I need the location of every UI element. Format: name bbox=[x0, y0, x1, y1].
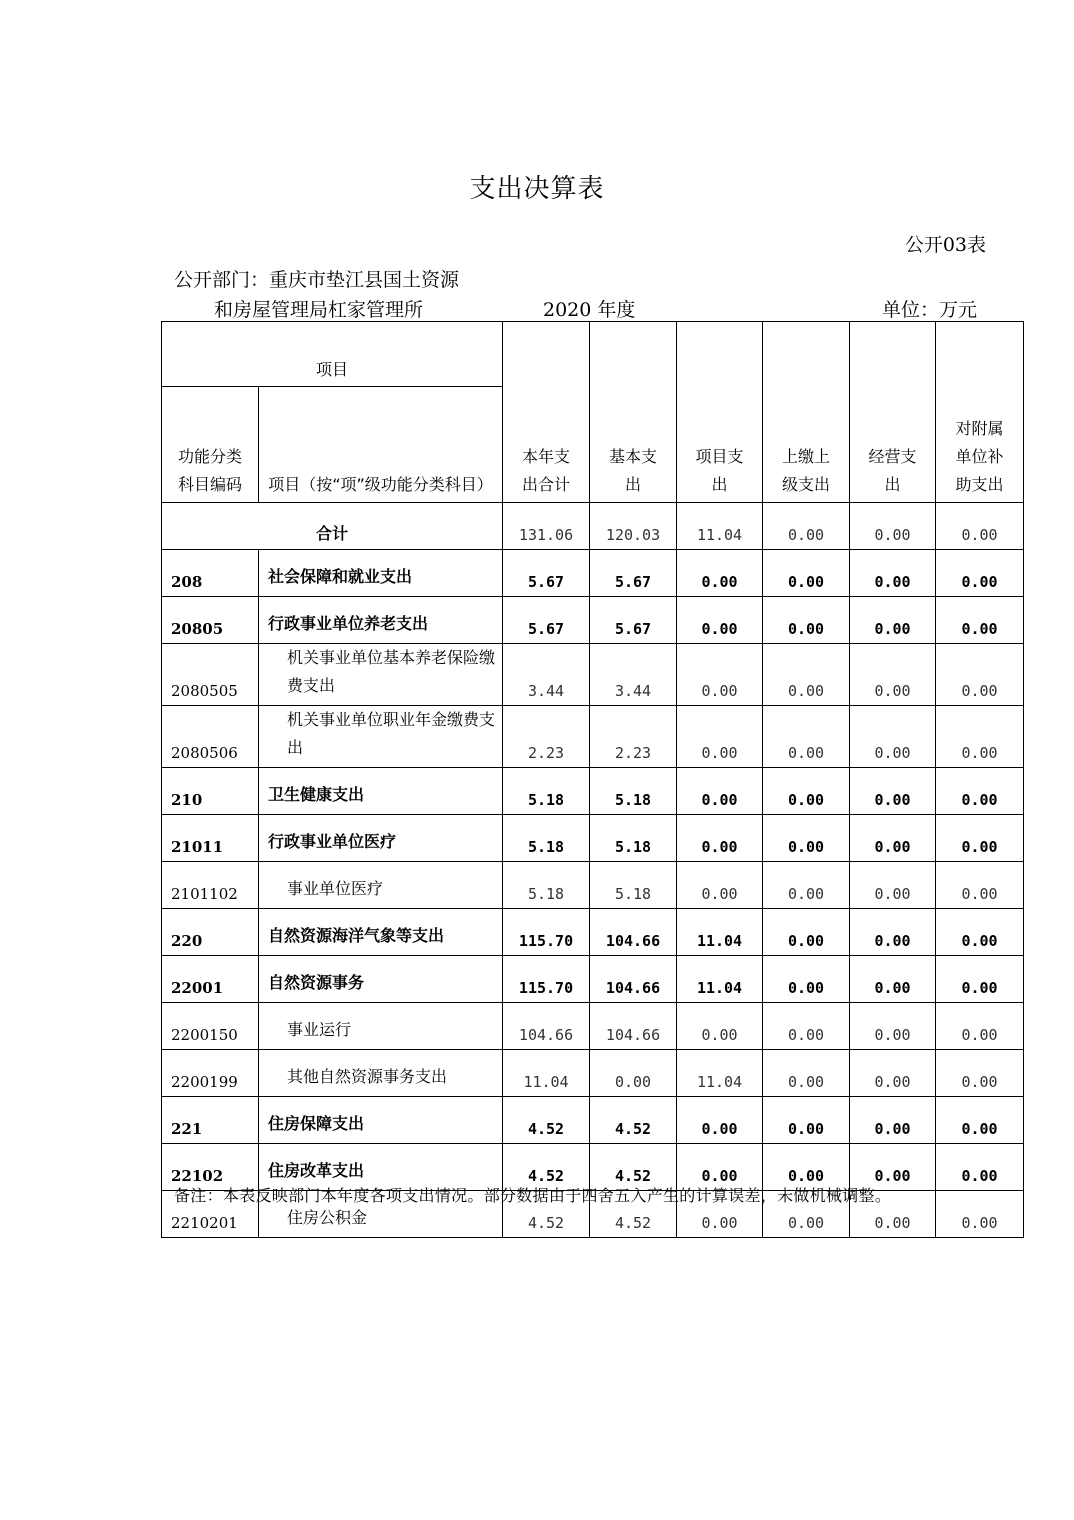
row-value: 0.00 bbox=[850, 768, 936, 815]
row-name: 卫生健康支出 bbox=[259, 768, 503, 815]
row-value: 0.00 bbox=[850, 550, 936, 597]
department-line-2: 和房屋管理局杠家管理所 bbox=[214, 299, 424, 321]
header-subsidy: 对附属单位补助支出 bbox=[936, 322, 1024, 503]
currency-unit: 单位：万元 bbox=[882, 299, 978, 321]
row-value: 0.00 bbox=[936, 1050, 1024, 1097]
total-value: 120.03 bbox=[590, 503, 677, 550]
row-value: 2.23 bbox=[590, 706, 677, 768]
table-row bbox=[162, 768, 1024, 815]
row-value: 0.00 bbox=[850, 909, 936, 956]
row-value: 0.00 bbox=[677, 1003, 763, 1050]
row-value: 0.00 bbox=[677, 1144, 763, 1191]
row-value: 0.00 bbox=[763, 1050, 850, 1097]
row-value: 0.00 bbox=[763, 550, 850, 597]
row-value: 0.00 bbox=[677, 644, 763, 706]
row-value: 5.67 bbox=[503, 550, 590, 597]
row-value: 5.18 bbox=[503, 862, 590, 909]
row-value: 0.00 bbox=[763, 862, 850, 909]
row-value: 0.00 bbox=[850, 597, 936, 644]
header-upper: 上缴上级支出 bbox=[763, 322, 850, 503]
row-value: 0.00 bbox=[936, 909, 1024, 956]
row-value: 5.18 bbox=[590, 768, 677, 815]
total-value: 0.00 bbox=[936, 503, 1024, 550]
header-business: 经营支出 bbox=[850, 322, 936, 503]
row-name: 事业单位医疗 bbox=[259, 862, 503, 909]
table-row bbox=[162, 862, 1024, 909]
header-code: 功能分类科目编码 bbox=[162, 387, 259, 503]
table-row bbox=[162, 1097, 1024, 1144]
row-value: 0.00 bbox=[936, 644, 1024, 706]
row-value: 0.00 bbox=[763, 1097, 850, 1144]
row-value: 0.00 bbox=[763, 644, 850, 706]
row-value: 0.00 bbox=[936, 706, 1024, 768]
header-project: 项目支出 bbox=[677, 322, 763, 503]
row-value: 0.00 bbox=[677, 706, 763, 768]
row-value: 0.00 bbox=[936, 815, 1024, 862]
row-value: 5.67 bbox=[590, 550, 677, 597]
table-row bbox=[162, 1003, 1024, 1050]
row-value: 0.00 bbox=[936, 1144, 1024, 1191]
row-value: 0.00 bbox=[677, 815, 763, 862]
table-row bbox=[162, 597, 1024, 644]
row-value: 0.00 bbox=[763, 956, 850, 1003]
row-code: 208 bbox=[162, 550, 259, 597]
row-code: 2200199 bbox=[162, 1050, 259, 1097]
row-value: 104.66 bbox=[590, 1003, 677, 1050]
row-value: 0.00 bbox=[850, 815, 936, 862]
row-value: 11.04 bbox=[677, 909, 763, 956]
row-value: 0.00 bbox=[850, 862, 936, 909]
row-value: 104.66 bbox=[503, 1003, 590, 1050]
form-number: 公开03表 bbox=[904, 234, 986, 256]
row-value: 11.04 bbox=[677, 956, 763, 1003]
row-name: 自然资源事务 bbox=[259, 956, 503, 1003]
row-code: 220 bbox=[162, 909, 259, 956]
row-code: 2210201 bbox=[162, 1191, 259, 1238]
row-name: 行政事业单位医疗 bbox=[259, 815, 503, 862]
row-value: 5.18 bbox=[503, 815, 590, 862]
row-value: 0.00 bbox=[936, 768, 1024, 815]
row-value: 0.00 bbox=[763, 1003, 850, 1050]
fiscal-year: 2020 年度 bbox=[543, 299, 636, 321]
row-value: 0.00 bbox=[936, 1097, 1024, 1144]
row-value: 5.18 bbox=[590, 815, 677, 862]
row-code: 2080506 bbox=[162, 706, 259, 768]
row-value: 4.52 bbox=[503, 1191, 590, 1238]
table-row bbox=[162, 550, 1024, 597]
header-total: 本年支出合计 bbox=[503, 322, 590, 503]
row-value: 0.00 bbox=[677, 862, 763, 909]
row-value: 0.00 bbox=[677, 550, 763, 597]
total-value: 11.04 bbox=[677, 503, 763, 550]
row-value: 0.00 bbox=[850, 1003, 936, 1050]
row-name: 社会保障和就业支出 bbox=[259, 550, 503, 597]
table-row bbox=[162, 644, 1024, 706]
table-row bbox=[162, 706, 1024, 768]
row-value: 104.66 bbox=[590, 909, 677, 956]
row-value: 0.00 bbox=[850, 1097, 936, 1144]
row-name: 其他自然资源事务支出 bbox=[259, 1050, 503, 1097]
row-value: 0.00 bbox=[677, 1097, 763, 1144]
row-value: 2.23 bbox=[503, 706, 590, 768]
total-label: 合计 bbox=[162, 503, 503, 550]
row-value: 115.70 bbox=[503, 956, 590, 1003]
row-value: 0.00 bbox=[936, 956, 1024, 1003]
row-value: 0.00 bbox=[850, 956, 936, 1003]
row-value: 5.18 bbox=[590, 862, 677, 909]
header-name: 项目（按“项”级功能分类科目） bbox=[259, 387, 503, 503]
row-value: 0.00 bbox=[850, 1144, 936, 1191]
page-title: 支出决算表 bbox=[469, 174, 605, 204]
total-value: 131.06 bbox=[503, 503, 590, 550]
department-line-1: 公开部门：重庆市垫江县国土资源 bbox=[174, 269, 460, 291]
row-value: 11.04 bbox=[677, 1050, 763, 1097]
row-value: 0.00 bbox=[936, 1191, 1024, 1238]
row-name: 机关事业单位职业年金缴费支出 bbox=[259, 706, 503, 768]
row-value: 0.00 bbox=[763, 706, 850, 768]
row-name: 事业运行 bbox=[259, 1003, 503, 1050]
row-value: 0.00 bbox=[677, 1191, 763, 1238]
row-code: 221 bbox=[162, 1097, 259, 1144]
row-value: 0.00 bbox=[936, 550, 1024, 597]
row-value: 0.00 bbox=[936, 597, 1024, 644]
row-value: 4.52 bbox=[590, 1191, 677, 1238]
row-value: 3.44 bbox=[590, 644, 677, 706]
row-value: 0.00 bbox=[590, 1050, 677, 1097]
row-value: 5.18 bbox=[503, 768, 590, 815]
table-row bbox=[162, 1050, 1024, 1097]
row-value: 4.52 bbox=[503, 1144, 590, 1191]
row-name: 住房公积金 bbox=[259, 1191, 503, 1238]
row-value: 0.00 bbox=[677, 597, 763, 644]
header-item: 项目 bbox=[162, 322, 503, 387]
row-code: 210 bbox=[162, 768, 259, 815]
row-code: 22001 bbox=[162, 956, 259, 1003]
total-value: 0.00 bbox=[763, 503, 850, 550]
expenditure-table bbox=[161, 321, 1024, 1238]
table-row bbox=[162, 909, 1024, 956]
row-value: 0.00 bbox=[763, 815, 850, 862]
row-value: 5.67 bbox=[503, 597, 590, 644]
header-basic: 基本支出 bbox=[590, 322, 677, 503]
row-value: 3.44 bbox=[503, 644, 590, 706]
row-value: 0.00 bbox=[763, 597, 850, 644]
row-value: 0.00 bbox=[850, 706, 936, 768]
row-value: 4.52 bbox=[503, 1097, 590, 1144]
row-value: 0.00 bbox=[850, 1050, 936, 1097]
row-value: 0.00 bbox=[763, 1191, 850, 1238]
row-code: 2200150 bbox=[162, 1003, 259, 1050]
row-name: 行政事业单位养老支出 bbox=[259, 597, 503, 644]
table-row bbox=[162, 815, 1024, 862]
row-value: 115.70 bbox=[503, 909, 590, 956]
row-code: 22102 bbox=[162, 1144, 259, 1191]
row-value: 11.04 bbox=[503, 1050, 590, 1097]
row-name: 自然资源海洋气象等支出 bbox=[259, 909, 503, 956]
footnote: 备注：本表反映部门本年度各项支出情况。部分数据由于四舍五入产生的计算误差，未做机械调整。 bbox=[174, 1186, 892, 1205]
table-row bbox=[162, 956, 1024, 1003]
row-value: 0.00 bbox=[763, 768, 850, 815]
row-value: 0.00 bbox=[936, 1003, 1024, 1050]
row-code: 2101102 bbox=[162, 862, 259, 909]
row-value: 0.00 bbox=[936, 862, 1024, 909]
row-name: 机关事业单位基本养老保险缴费支出 bbox=[259, 644, 503, 706]
row-code: 21011 bbox=[162, 815, 259, 862]
total-value: 0.00 bbox=[850, 503, 936, 550]
row-name: 住房保障支出 bbox=[259, 1097, 503, 1144]
row-value: 4.52 bbox=[590, 1097, 677, 1144]
row-value: 0.00 bbox=[677, 768, 763, 815]
row-value: 4.52 bbox=[590, 1144, 677, 1191]
row-name: 住房改革支出 bbox=[259, 1144, 503, 1191]
row-value: 0.00 bbox=[850, 1191, 936, 1238]
row-code: 20805 bbox=[162, 597, 259, 644]
row-value: 0.00 bbox=[850, 644, 936, 706]
row-code: 2080505 bbox=[162, 644, 259, 706]
row-value: 5.67 bbox=[590, 597, 677, 644]
row-value: 0.00 bbox=[763, 909, 850, 956]
row-value: 0.00 bbox=[763, 1144, 850, 1191]
row-value: 104.66 bbox=[590, 956, 677, 1003]
